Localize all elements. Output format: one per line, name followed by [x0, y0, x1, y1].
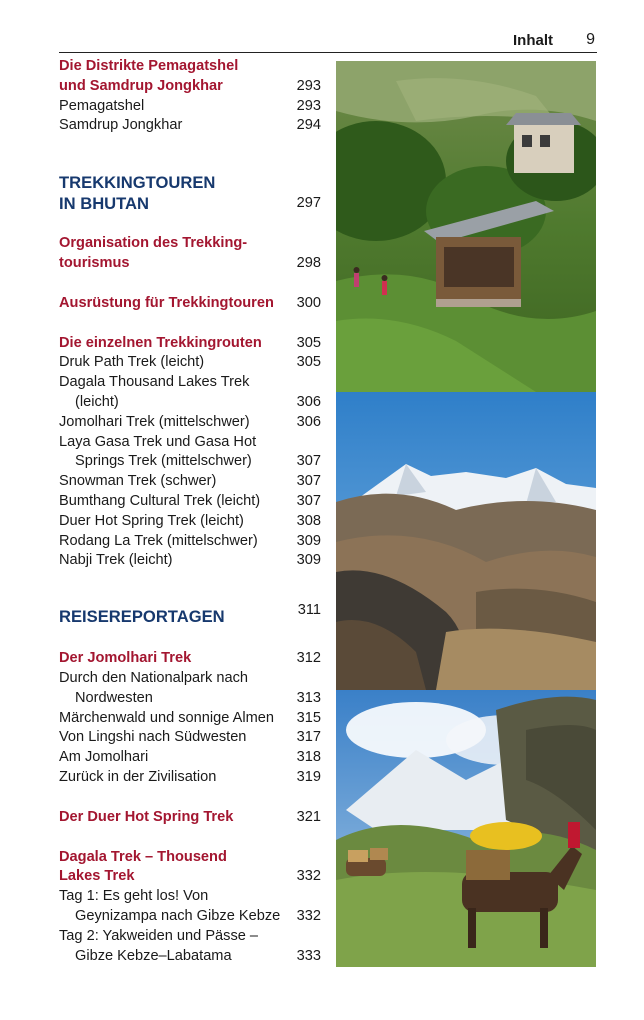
toc-page-number: 312	[296, 650, 321, 667]
toc-page-number: 333	[296, 947, 321, 964]
toc-entry[interactable]: Samdrup Jongkhar 294	[59, 116, 321, 136]
toc-entry[interactable]: Zurück in der Zivilisation 319	[59, 768, 321, 788]
toc-entry[interactable]: Pemagatshel 293	[59, 97, 321, 117]
photo-hillside-farmhouse	[336, 61, 596, 392]
toc-entry[interactable]: Bumthang Cultural Trek (leicht) 307	[59, 492, 321, 512]
toc-entry[interactable]: Am Jomolhari 318	[59, 748, 321, 768]
toc-heading-ausruestung[interactable]: Ausrüstung für Trekkingtouren 300	[59, 294, 321, 314]
toc-entry[interactable]: Druk Path Trek (leicht) 305	[59, 353, 321, 373]
toc-entry[interactable]: Dagala Thousand Lakes Trek (leicht) 306	[59, 373, 321, 413]
toc-page-number: 308	[296, 512, 321, 529]
toc-page-number: 309	[296, 532, 321, 549]
page-number: 9	[586, 31, 595, 48]
toc-page-number: 307	[296, 453, 321, 470]
toc-heading-jomolhari[interactable]: Der Jomolhari Trek 312	[59, 649, 321, 669]
toc-page-number: 319	[296, 768, 321, 785]
toc-page-number: 307	[296, 492, 321, 509]
toc-page-number: 293	[296, 77, 321, 94]
toc-page-number: 298	[296, 254, 321, 271]
toc-entry[interactable]: Snowman Trek (schwer) 307	[59, 472, 321, 492]
toc-page-number: 332	[296, 907, 321, 924]
toc-heading-duer[interactable]: Der Duer Hot Spring Trek 321	[59, 808, 321, 828]
photo-mountain-valley	[336, 392, 596, 690]
toc-heading-organisation[interactable]: Organisation des Trekking- tourismus 298	[59, 234, 321, 274]
toc-entry[interactable]: Nabji Trek (leicht) 309	[59, 551, 321, 571]
toc-page-number: 317	[296, 729, 321, 746]
toc-chapter-reisereportagen[interactable]: REISEREPORTAGEN 311	[59, 602, 321, 627]
toc-page-number: 315	[296, 709, 321, 726]
toc-page-number: 311	[297, 602, 321, 619]
toc-entry[interactable]: Tag 2: Yakweiden und Pässe – Gibze Kebze–Labatama 333	[59, 927, 321, 967]
toc-entry[interactable]: Laya Gasa Trek und Gasa Hot Springs Trek (mittelschwer) 307	[59, 433, 321, 473]
toc-entry[interactable]: Märchenwald und sonnige Almen 315	[59, 709, 321, 729]
toc-page-number: 321	[296, 808, 321, 825]
toc-page-number: 307	[296, 473, 321, 490]
toc-entry[interactable]: Durch den Nationalpark nach Nordwesten 313	[59, 669, 321, 709]
running-header	[59, 30, 597, 53]
toc-page-number: 300	[296, 294, 321, 311]
toc-page-number: 306	[296, 413, 321, 430]
toc-entry[interactable]: Von Lingshi nach Südwesten 317	[59, 728, 321, 748]
toc-page-number: 313	[296, 689, 321, 706]
toc-chapter-trekkingtouren[interactable]: TREKKINGTOUREN IN BHUTAN 297	[59, 173, 321, 214]
toc-page-number: 305	[296, 334, 321, 351]
section-title: Inhalt	[513, 32, 553, 49]
toc-page-number: 294	[296, 117, 321, 134]
toc-page-number: 297	[296, 195, 321, 212]
toc-entry[interactable]: Jomolhari Trek (mittelschwer) 306	[59, 413, 321, 433]
toc-page-number: 293	[296, 97, 321, 114]
table-of-contents	[59, 57, 321, 966]
toc-entry[interactable]: Tag 1: Es geht los! Von Geynizampa nach Gibze Kebze 332	[59, 887, 321, 927]
toc-entry[interactable]: Rodang La Trek (mittelschwer) 309	[59, 532, 321, 552]
toc-heading-dagala[interactable]: Dagala Trek – Thousend Lakes Trek 332	[59, 848, 321, 888]
toc-page-number: 318	[296, 749, 321, 766]
photo-pack-horses	[336, 690, 596, 967]
toc-page-number: 332	[296, 868, 321, 885]
toc-page-number: 309	[296, 552, 321, 569]
toc-page-number: 305	[296, 354, 321, 371]
toc-page-number: 306	[296, 393, 321, 410]
toc-heading-pemagatshel[interactable]: Die Distrikte Pemagatshel und Samdrup Jongkhar 293	[59, 57, 321, 97]
toc-heading-trekkingrouten[interactable]: Die einzelnen Trekkingrouten 305	[59, 334, 321, 354]
toc-entry[interactable]: Duer Hot Spring Trek (leicht) 308	[59, 512, 321, 532]
